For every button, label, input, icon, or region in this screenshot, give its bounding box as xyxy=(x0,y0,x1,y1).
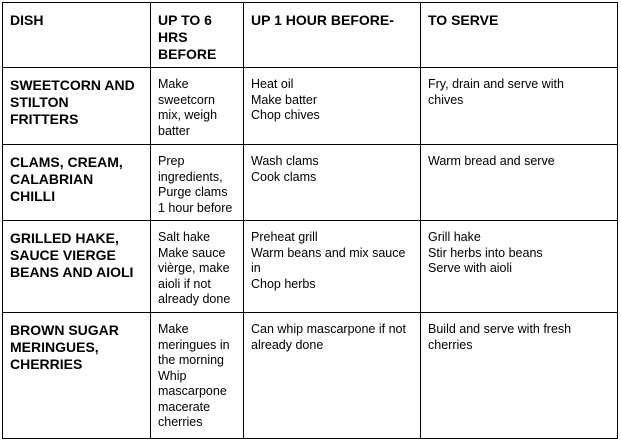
header-one-hour-before: UP 1 HOUR BEFORE- xyxy=(244,3,421,68)
cell-line: Make xyxy=(158,322,189,336)
one-hour-before-cell xyxy=(244,145,421,221)
cell-line: Heat oil xyxy=(251,77,294,91)
cell-line: Make sauce xyxy=(158,245,226,260)
cell-line: Stir herbs into beans xyxy=(428,245,543,260)
dish-cell xyxy=(3,145,151,221)
cell-line: MERINGUES, xyxy=(10,339,99,355)
table-row xyxy=(3,313,618,439)
cell-line: already done xyxy=(251,337,324,352)
cell-line: in xyxy=(251,261,261,275)
one-hour-before-cell xyxy=(244,68,421,145)
cell-line: Preheat grill xyxy=(251,230,318,244)
cell-line: CLAMS, CREAM, xyxy=(10,154,123,170)
cell-line: Make xyxy=(158,77,189,91)
cell-line: Serve with aioli xyxy=(428,261,513,275)
cell-line: FRITTERS xyxy=(10,111,79,127)
cell-line: Whip xyxy=(158,368,187,383)
to-serve-cell xyxy=(421,313,618,439)
cell-line: Fry, drain and serve with xyxy=(428,77,564,91)
table-row xyxy=(3,221,618,313)
cell-line: macerate xyxy=(158,399,211,414)
cell-line: Prep xyxy=(158,154,185,168)
six-hrs-before-cell xyxy=(151,313,244,439)
dish-cell xyxy=(3,68,151,145)
cell-line: Chop herbs xyxy=(251,276,316,291)
cell-line: CHILLI xyxy=(10,188,56,204)
cell-line: Make batter xyxy=(251,92,318,107)
cell-line: BEANS AND AIOLI xyxy=(10,264,134,280)
one-hour-before-cell xyxy=(244,313,421,439)
header-row xyxy=(3,3,618,68)
cell-line: Wash clams xyxy=(251,154,319,168)
table-row xyxy=(3,145,618,221)
cell-line: Cook clams xyxy=(251,169,317,184)
cell-line: sweetcorn xyxy=(158,92,215,107)
header-six-hrs-before: UP TO 6 HRS BEFORE xyxy=(151,3,244,68)
cell-line: Grill hake xyxy=(428,230,481,244)
cell-line: STILTON xyxy=(10,94,69,110)
dish-cell xyxy=(3,313,151,439)
cell-line: SWEETCORN AND xyxy=(10,77,135,93)
header-to-serve: TO SERVE xyxy=(421,3,618,68)
cell-line: CALABRIAN xyxy=(10,171,94,187)
to-serve-cell xyxy=(421,68,618,145)
cell-line: CHERRIES xyxy=(10,356,83,372)
cell-line: mix, weigh xyxy=(158,108,218,122)
cell-line: meringues in xyxy=(158,337,230,352)
cell-line: already done xyxy=(158,292,231,306)
cell-line: Build and serve with fresh xyxy=(428,322,572,336)
six-hrs-before-cell xyxy=(151,145,244,221)
header-dish: DISH xyxy=(3,3,151,68)
to-serve-cell xyxy=(421,221,618,313)
cell-line: BROWN SUGAR xyxy=(10,322,119,338)
cell-line: 1 hour before xyxy=(158,200,233,215)
cell-line: the morning xyxy=(158,353,225,367)
to-serve-cell xyxy=(421,145,618,221)
cell-line: Warm beans and mix sauce xyxy=(251,245,406,260)
one-hour-before-cell xyxy=(244,221,421,313)
cell-line: SAUCE VIERGE xyxy=(10,247,116,263)
cell-line: chives xyxy=(428,92,464,107)
cell-line: aioli if not xyxy=(158,276,211,291)
prep-schedule-table xyxy=(2,2,618,439)
dish-cell xyxy=(3,221,151,313)
cell-line: Chop chives xyxy=(251,108,320,122)
cell-line: batter xyxy=(158,123,190,138)
cell-line: Can whip mascarpone if not xyxy=(251,322,406,336)
cell-line: cherries xyxy=(158,415,203,429)
cell-line: vièrge, make xyxy=(158,261,230,275)
six-hrs-before-cell xyxy=(151,68,244,145)
cell-line: cherries xyxy=(428,337,473,352)
cell-line: Purge clams xyxy=(158,185,228,199)
cell-line: ingredients, xyxy=(158,169,223,184)
cell-line: Warm bread and serve xyxy=(428,154,555,168)
table-row xyxy=(3,68,618,145)
cell-line: Salt hake xyxy=(158,230,211,244)
cell-line: mascarpone xyxy=(158,384,227,398)
cell-line: GRILLED HAKE, xyxy=(10,230,119,246)
six-hrs-before-cell xyxy=(151,221,244,313)
